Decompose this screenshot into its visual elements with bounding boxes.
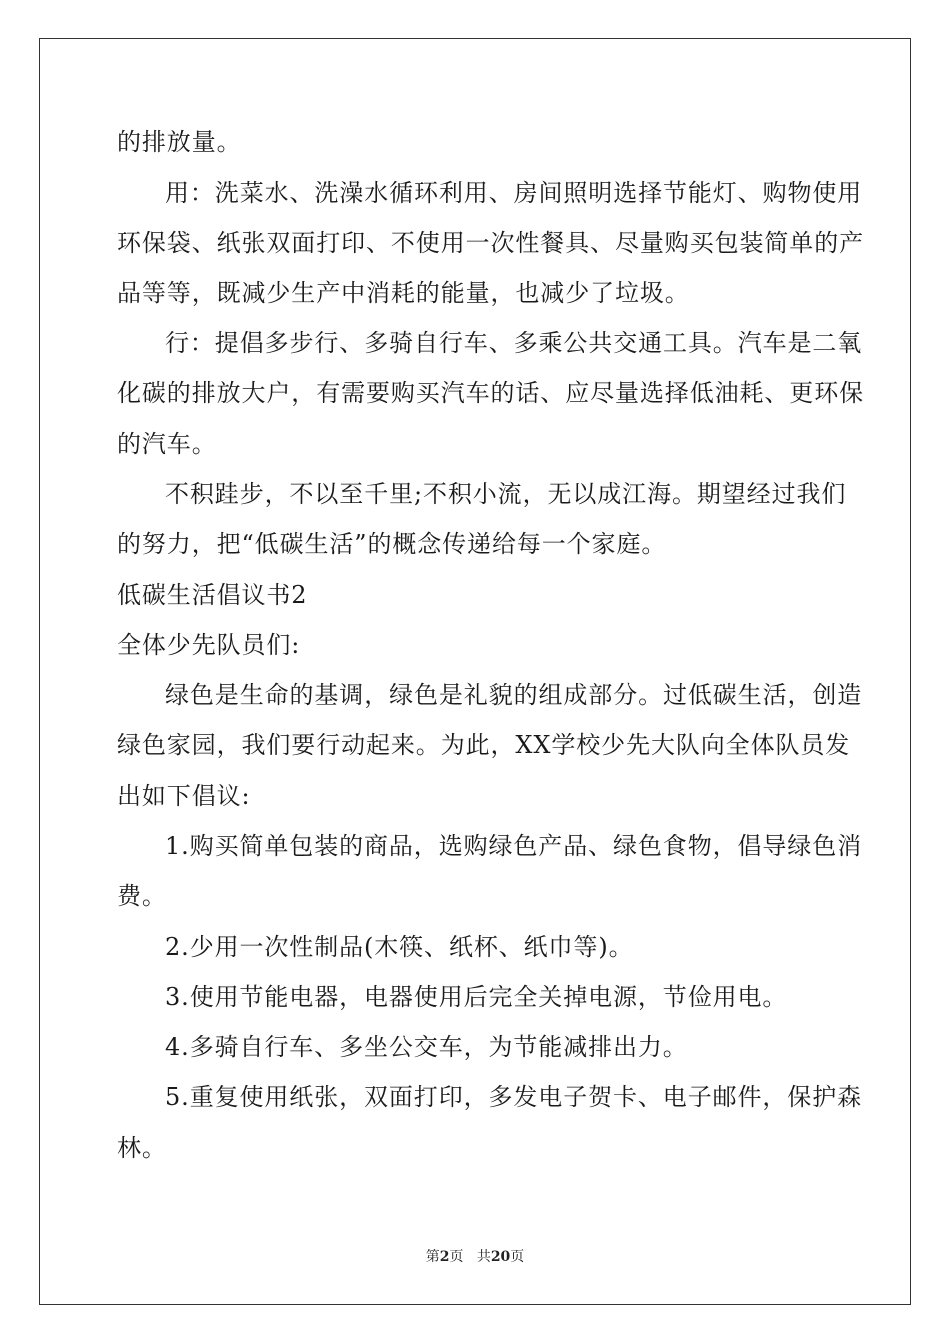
text-line: 化碳的排放大户，有需要购买汽车的话、应尽量选择低油耗、更环保 <box>117 379 864 407</box>
text-line: 的努力，把“低碳生活”的概念传递给每一个家庭。 <box>117 530 667 558</box>
salutation: 全体少先队员们: <box>117 631 301 659</box>
list-item: 5.重复使用纸张，双面打印，多发电子贺卡、电子邮件，保护森 <box>165 1083 862 1111</box>
text-line: 绿色家园，我们要行动起来。为此，XX学校少先大队向全体队员发 <box>117 731 851 759</box>
text-line: 费。 <box>117 882 167 910</box>
page-total: 20 <box>490 1249 511 1265</box>
text-line: 不积跬步，不以至千里;不积小流，无以成江海。期望经过我们 <box>165 480 847 508</box>
page-unit: 页 <box>449 1249 464 1265</box>
list-item: 1.购买简单包装的商品，选购绿色产品、绿色食物，倡导绿色消 <box>165 832 862 860</box>
total-unit: 页 <box>510 1249 525 1265</box>
list-item: 3.使用节能电器，电器使用后完全关掉电源，节俭用电。 <box>165 983 788 1011</box>
page-footer <box>0 1247 950 1267</box>
text-line: 品等等，既减少生产中消耗的能量，也减少了垃圾。 <box>117 279 690 307</box>
total-prefix: 共 <box>476 1249 491 1265</box>
text-line: 林。 <box>117 1134 167 1162</box>
text-line: 用：洗菜水、洗澡水循环利用、房间照明选择节能灯、购物使用 <box>165 179 863 207</box>
text-line: 的排放量。 <box>117 128 242 156</box>
section-heading: 低碳生活倡议书2 <box>117 581 308 609</box>
list-item: 2.少用一次性制品(木筷、纸杯、纸巾等)。 <box>165 933 634 961</box>
page-prefix: 第 <box>425 1249 440 1265</box>
text-line: 出如下倡议: <box>117 782 251 810</box>
page-current: 2 <box>439 1249 450 1265</box>
list-item: 4.多骑自行车、多坐公交车，为节能减排出力。 <box>165 1033 688 1061</box>
text-line: 的汽车。 <box>117 430 217 458</box>
text-line: 行：提倡多步行、多骑自行车、多乘公共交通工具。汽车是二氧 <box>165 329 863 357</box>
text-line: 绿色是生命的基调，绿色是礼貌的组成部分。过低碳生活，创造 <box>165 681 863 709</box>
text-line: 环保袋、纸张双面打印、不使用一次性餐具、尽量购买包装简单的产 <box>117 229 864 257</box>
